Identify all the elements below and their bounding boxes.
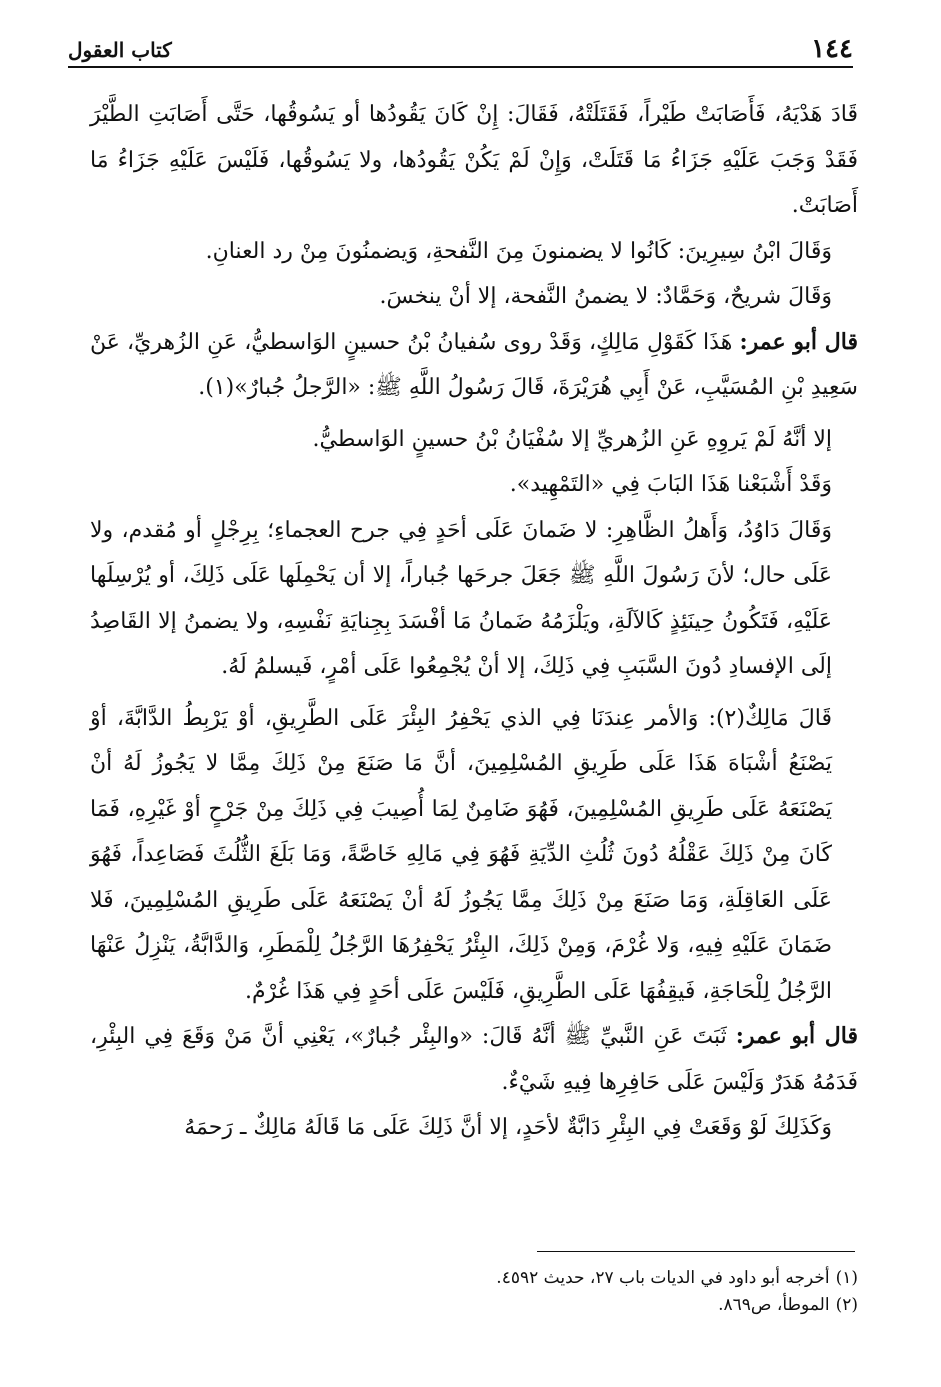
- speaker-label: قال أبو عمر:: [735, 1023, 858, 1049]
- paragraph-8: قَالَ مَالِكٌ(٢): وَالأمر عِندَنَا فِي الذي يَحْفِرُ البِئْرَ عَلَى الطَّرِيقِ، أوْ يَرْبِطُ الدَّابَّةَ، أوْ يَصْنَعُ أشْبَاهَ هَذَا عَلَى طَرِيقِ المُسْلِمِينَ، أنَّ مَا صَنَعَ مِنْ ذَلِكَ مِمَّا لا يَجُوزُ لَهُ أنْ يَصْنَعَهُ عَلَى طَرِيقِ المُسْلِمِينَ، فَهُوَ ضَامِنٌ لِمَا أُصِيبَ فِي ذَلِكَ مِنْ جَرْحٍ أوْ غَيْرِهِ، فَمَا كَانَ مِنْ ذَلِكَ عَقْلُهُ دُونَ ثُلُثِ الدِّيَةِ فَهُوَ فِي مَالِهِ خَاصَّةً، وَمَا بَلَغَ الثُّلُثَ فَصَاعِداً، فَهُوَ عَلَى العَاقِلَةِ، وَمَا صَنَعَ مِنْ ذَلِكَ مِمَّا يَجُوزُ لَهُ أنْ يَصْنَعَهُ عَلَى طَرِيقِ المُسْلِمِينَ، فَلا ضَمَانَ عَلَيْهِ فِيهِ، وَلا غُرْمَ، وَمِنْ ذَلِكَ، البِئْرُ يَحْفِرُهَا الرَّجُلُ لِلْمَطَرِ، وَالدَّابَّةُ، يَنْزِلُ عَنْهَا الرَّجُلُ لِلْحَاجَةِ، فَيقِفُهَا عَلَى الطَّرِيقِ، فَلَيْسَ عَلَى أحَدٍ فِي هَذَا غُرْمٌ.: [90, 705, 832, 1004]
- page-header: [68, 34, 853, 68]
- speaker-label: قال أبو عمر:: [739, 328, 858, 355]
- footnote-text: الموطأ، ص٨٦٩.: [718, 1295, 830, 1315]
- footnote-marker: (١): [835, 1268, 858, 1288]
- footnote-marker: (٢): [835, 1295, 858, 1315]
- main-text: [90, 92, 858, 1151]
- footnote-text: أخرجه أبو داود في الديات باب ٢٧، حديث ٤٥٩٢.: [496, 1268, 830, 1288]
- paragraph-10: وَكَذَلِكَ لَوْ وَقَعَتْ فِي البِئْرِ دَابَّةٌ لأحَدٍ، إلا أنَّ ذَلِكَ عَلَى مَا قَالَهُ مَالِكٌ ـ رَحمَهُ: [184, 1115, 832, 1140]
- book-title: كتاب العقول: [68, 38, 172, 62]
- footnotes: [90, 1265, 858, 1319]
- paragraph-4: [90, 320, 858, 411]
- footnote-2: [90, 1292, 858, 1319]
- paragraph-4-text: هَذَا كَقَوْلِ مَالِكٍ، وَقَدْ روى سُفيانُ بْنُ حسينٍ الوَاسطيُّ، عَنِ الزُهريِّ، عَنْ سَعِيدِ بْنِ المُسَيَّبِ، عَنْ أَبِي هُرَيْرَةَ، قَالَ رَسُولُ اللَّهِ ﷺ: «الرَّجلُ جُبارٌ»(١).: [90, 329, 858, 400]
- paragraph-7: وَقَالَ دَاوُدُ، وَأَهلُ الظَّاهِرِ: لا ضَمانَ عَلَى أحَدٍ فِي جرح العجماءِ؛ بِرِجْلٍ أو مُقدم، ولا عَلَى حال؛ لأنَ رَسُولَ اللَّهِ ﷺ جَعَلَ جرحَها جُباراً، إلا أن يَحْمِلَها عَلَى ذَلِكَ، أو يُرْسِلَها عَلَيْهِ، فَتَكُونُ حِينَئِذٍ كَالآلَةِ، ويَلْزَمُهُ ضَمانُ مَا أفْسَدَ بِجِنايَةِ نَفْسِهِ، ولا يضمنُ إلا القَاصِدُ إلَى الإفسادِ دُونَ السَّبَبِ فِي ذَلِكَ، إلا أنْ يُجْمِعُوا عَلَى أمْرٍ، فَيسلمُ لَهُ.: [90, 517, 832, 679]
- footnote-1: [90, 1265, 858, 1292]
- page-number: ١٤٤: [811, 34, 853, 64]
- paragraph-3: وَقَالَ شريحٌ، وَحَمَّادٌ: لا يضمنُ النَّفحة، إلا أنْ ينخسَ.: [379, 284, 832, 309]
- paragraph-2: وَقَالَ ابْنُ سِيرِينَ: كَانُوا لا يضمنونَ مِنَ النَّفحةِ، وَيضمنُونَ مِنْ رد العنانِ.: [205, 238, 832, 264]
- paragraph-6: وَقَدْ أَشْبَعْنا هَذَا البَابَ فِي «التَمْهِيد».: [509, 472, 832, 497]
- paragraph-9-text: ثَبَتَ عَنِ النَّبيِّ ﷺ أنَّهُ قَالَ: «والبِئْر جُبارٌ»، يَعْنِي أنَّ مَنْ وَقَعَ فِي البِئْرِ، فَدَمُهُ هَدَرٌ وَلَيْسَ عَلَى حَافِرِها فِيهِ شَيْءٌ.: [90, 1024, 858, 1095]
- footnote-divider: [537, 1251, 855, 1252]
- paragraph-5: إلا أنَّهُ لَمْ يَروِهِ عَنِ الزُهريِّ إلا سُفْيَانُ بْنُ حسينٍ الوَاسطيُّ.: [312, 426, 832, 452]
- paragraph-1: قَادَ هَدْيَهُ، فَأَصَابَتْ طَيْراً، فَقَتَلَتْهُ، فَقَالَ: إِنْ كَانَ يَقُودُها أو يَسُوقُها، حَتَّى أَصَابَتِ الطَّيْرَ فَقَدْ وَجَبَ عَلَيْهِ جَزَاءُ مَا قَتَلَتْ، وَإِنْ لَمْ يَكُنْ يَقُودُها، ولا يَسُوقُها، فَلَيْسَ عَلَيْهِ جَزَاءُ مَا أَصَابَتْ.: [90, 102, 858, 218]
- paragraph-9: [90, 1014, 858, 1105]
